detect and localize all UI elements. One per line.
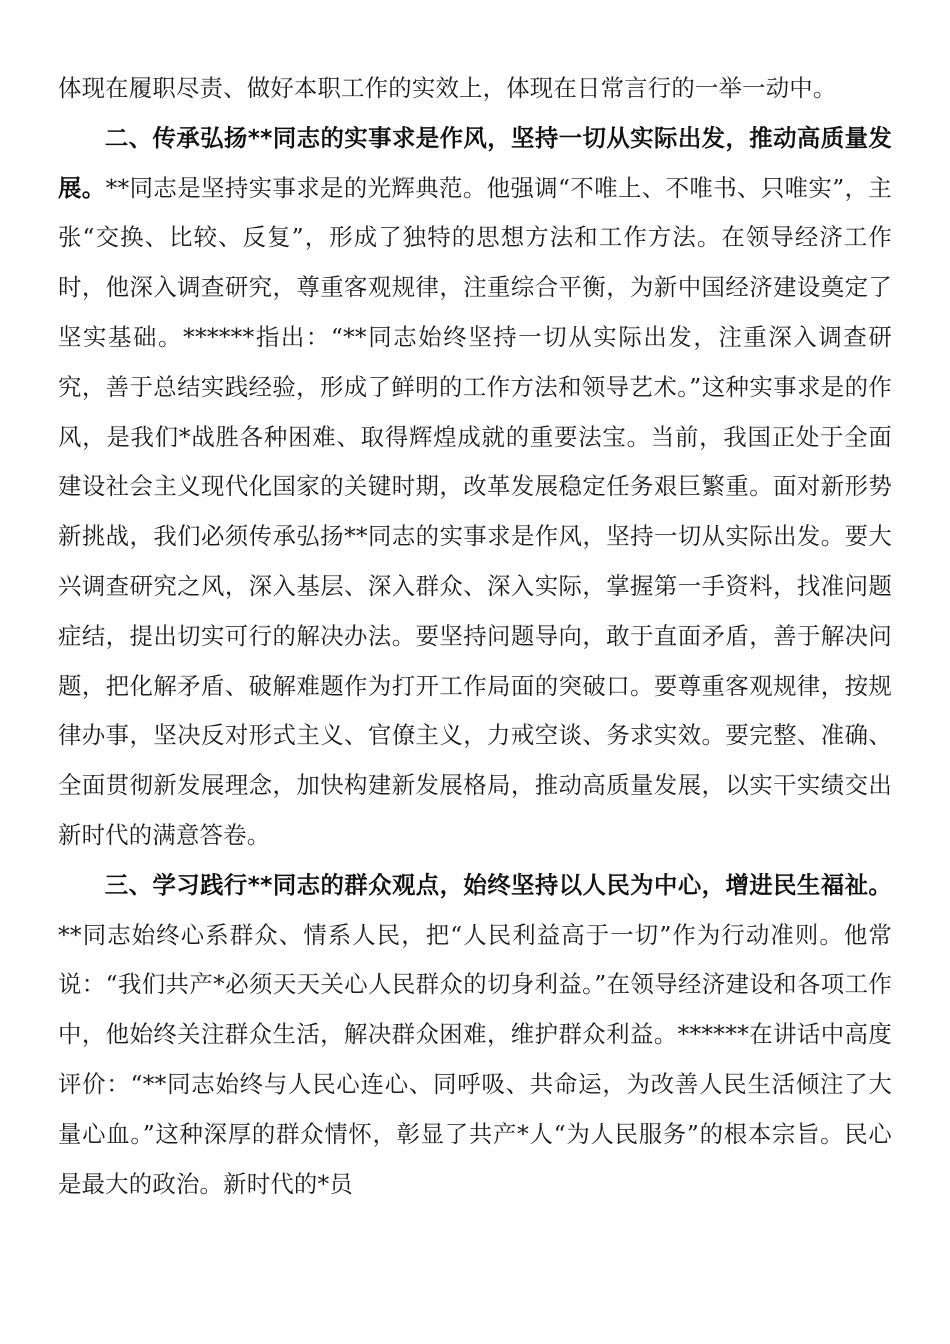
section-heading-three: 三、学习践行**同志的群众观点，始终坚持以人民为中心，增进民生福祉。 — [104, 870, 892, 899]
paragraph-continuation — [58, 64, 892, 114]
section-heading-two: 二、传承弘扬**同志的实事求是作风，坚持一切从实际出发，推动高质量发展。 — [58, 123, 892, 202]
paragraph-text: **同志是坚持实事求是的光辉典范。他强调“不唯上、不唯书、只唯实”，主张“交换、比较、反复”，形成了独特的思想方法和工作方法。在领导经济工作时，他深入调查研究，尊重客观规律，注重综合平衡，为新中国经济建设奠定了坚实基础。******指出：“**同志始终坚持一切从实际出发，注重深入调查研究，善于总结实践经验，形成了鲜明的工作方法和领导艺术。”这种实事求是的作风，是我们*战胜各种困难、取得辉煌成就的重要法宝。当前，我国正处于全面建设社会主义现代化国家的关键时期，改革发展稳定任务艰巨繁重。面对新形势新挑战，我们必须传承弘扬**同志的实事求是作风，坚持一切从实际出发。要大兴调查研究之风，深入基层、深入群众、深入实际，掌握第一手资料，找准问题症结，提出切实可行的解决办法。要坚持问题导向，敢于直面矛盾，善于解决问题，把化解矛盾、破解难题作为打开工作局面的突破口。要尊重客观规律，按规律办事，坚决反对形式主义、官僚主义，力戒空谈、务求实效。要完整、准确、全面贯彻新发展理念，加快构建新发展格局，推动高质量发展，以实干实绩交出新时代的满意答卷。 — [58, 173, 892, 849]
paragraph-section-three — [58, 861, 892, 1210]
paragraph-text: **同志始终心系群众、情系人民，把“人民利益高于一切”作为行动准则。他常说：“我们共产*必须天天关心人民群众的切身利益。”在领导经济建设和各项工作中，他始终关注群众生活，解决群众困难，维护群众利益。******在讲话中高度评价：“**同志始终与人民心连心、同呼吸、共命运，为改善人民生活倾注了大量心血。”这种深厚的群众情怀，彰显了共产*人“为人民服务”的根本宗旨。民心是最大的政治。新时代的*员 — [58, 920, 892, 1198]
paragraph-text: 体现在履职尽责、做好本职工作的实效上，体现在日常言行的一举一动中。 — [58, 74, 837, 102]
document-body — [58, 64, 892, 1209]
paragraph-section-two — [58, 114, 892, 861]
